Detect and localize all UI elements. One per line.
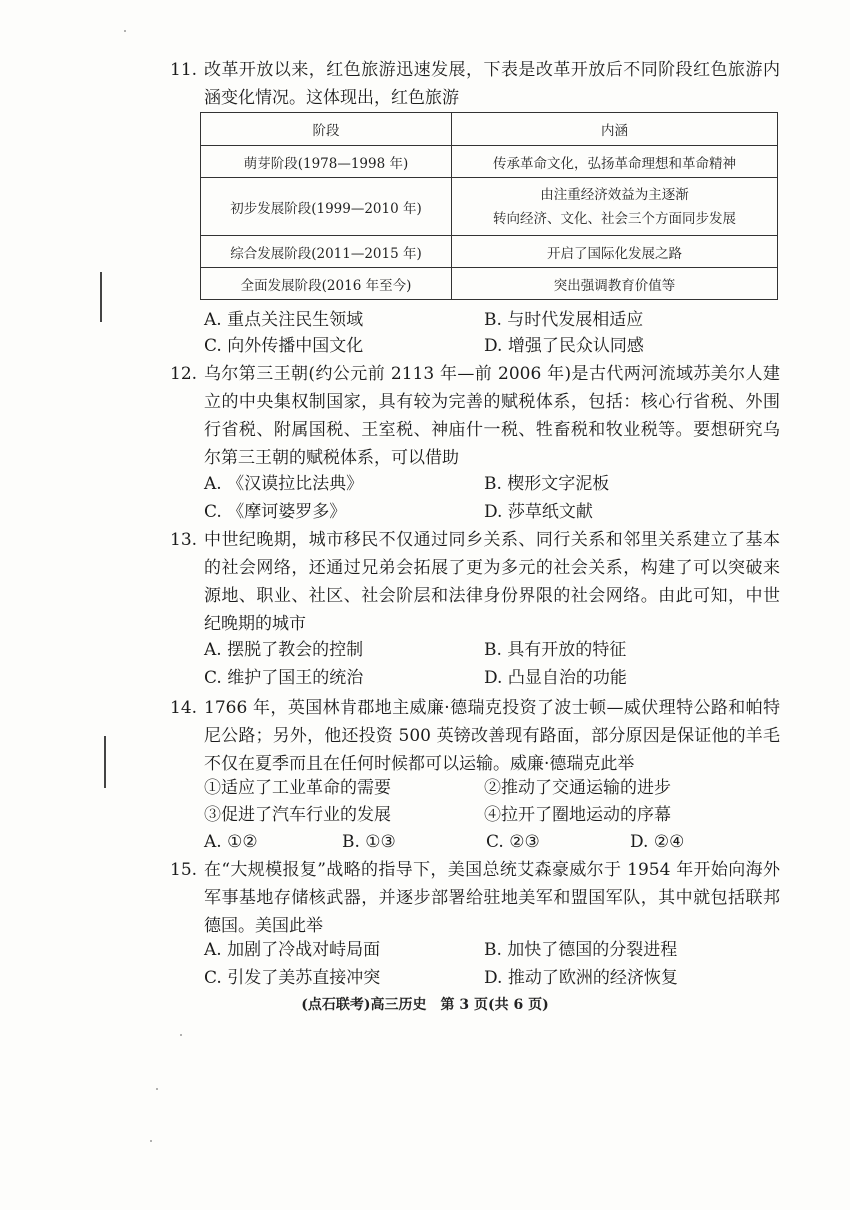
option-d[interactable]: D. ②④ [630, 832, 685, 852]
option-c[interactable]: C. 《摩诃婆罗多》 [204, 502, 347, 522]
option-c[interactable]: C. 维护了国王的统治 [204, 668, 364, 688]
table-cell: 萌芽阶段(1978—1998 年) [201, 146, 452, 178]
option-c[interactable]: C. 引发了美苏直接冲突 [204, 968, 381, 988]
option-a[interactable]: A. 摆脱了教会的控制 [204, 640, 364, 660]
question-number: 14. [170, 698, 198, 718]
table-row [201, 178, 778, 236]
option-a[interactable]: A. 重点关注民生领域 [204, 310, 364, 330]
table-header-cell: 阶段 [201, 113, 452, 146]
option-b[interactable]: B. 与时代发展相适应 [484, 310, 644, 330]
table-cell: 综合发展阶段(2011—2015 年) [201, 236, 452, 268]
option-b[interactable]: B. 加快了德国的分裂进程 [484, 940, 678, 960]
question-13 [170, 526, 780, 638]
question-stem: 改革开放以来，红色旅游迅速发展，下表是改革开放后不同阶段红色旅游内涵变化情况。这体现出，红色旅游 [204, 60, 780, 108]
stage-table [200, 112, 778, 300]
scan-speck [124, 30, 126, 32]
question-stem: 乌尔第三王朝(约公元前 2113 年—前 2006 年)是古代两河流域苏美尔人建立的中央集权制国家，具有较为完善的赋税体系，包括：核心行省税、外围行省税、附属国税、王室税、神庙什一税、牲畜税和牧业税等。要想研究乌尔第三王朝的赋税体系，可以借助 [204, 364, 780, 468]
option-b[interactable]: B. 楔形文字泥板 [484, 474, 610, 494]
table-cell: 全面发展阶段(2016 年至今) [201, 268, 452, 300]
option-c[interactable]: C. 向外传播中国文化 [204, 336, 364, 356]
table-row [201, 268, 778, 300]
table-cell: 突出强调教育价值等 [452, 268, 778, 300]
question-stem: 在“大规模报复”战略的指导下，美国总统艾森豪威尔于 1954 年开始向海外军事基地存储核武器，并逐步部署给驻地美军和盟国军队，其中就包括联邦德国。美国此举 [204, 860, 780, 936]
page-footer: (点石联考)高三历史 第 3 页(共 6 页) [301, 997, 549, 1013]
question-11 [170, 56, 780, 112]
option-d[interactable]: D. 增强了民众认同感 [484, 336, 644, 356]
statement-3: ③促进了汽车行业的发展 [204, 805, 391, 825]
option-d[interactable]: D. 推动了欧洲的经济恢复 [484, 968, 678, 988]
table-row [201, 146, 778, 178]
question-14 [170, 694, 780, 778]
scan-speck [150, 1140, 152, 1142]
question-15 [170, 856, 780, 940]
table-cell: 由注重经济效益为主逐渐 转向经济、文化、社会三个方面同步发展 [452, 178, 778, 236]
option-c[interactable]: C. ②③ [486, 832, 540, 852]
question-number: 13. [170, 530, 198, 550]
option-b[interactable]: B. 具有开放的特征 [484, 640, 627, 660]
question-12 [170, 360, 780, 472]
question-stem: 1766 年，英国林肯郡地主威廉·德瑞克投资了波士顿—威伏理特公路和帕特尼公路；另外，他还投资 500 英镑改善现有路面，部分原因是保证他的羊毛不仅在夏季而且在任何时候都可以运输。威廉·德瑞克此举 [204, 698, 780, 774]
question-number: 15. [170, 860, 198, 880]
statement-4: ④拉开了圈地运动的序幕 [484, 805, 671, 825]
scan-speck [156, 1088, 158, 1090]
table-cell: 传承革命文化，弘扬革命理想和革命精神 [452, 146, 778, 178]
statement-2: ②推动了交通运输的进步 [484, 778, 671, 798]
option-a[interactable]: A. ①② [204, 832, 258, 852]
option-a[interactable]: A. 加剧了冷战对峙局面 [204, 940, 381, 960]
binding-mark [100, 272, 102, 322]
table-cell: 初步发展阶段(1999—2010 年) [201, 178, 452, 236]
option-a[interactable]: A. 《汉谟拉比法典》 [204, 474, 364, 494]
table-cell: 开启了国际化发展之路 [452, 236, 778, 268]
option-d[interactable]: D. 莎草纸文献 [484, 502, 593, 522]
question-number: 11. [170, 60, 198, 80]
question-number: 12. [170, 364, 198, 384]
statement-1: ①适应了工业革命的需要 [204, 778, 391, 798]
scan-speck [180, 1034, 182, 1036]
option-b[interactable]: B. ①③ [342, 832, 396, 852]
option-d[interactable]: D. 凸显自治的功能 [484, 668, 627, 688]
table-header-cell: 内涵 [452, 113, 778, 146]
table-row [201, 236, 778, 268]
binding-mark [104, 736, 106, 788]
table-header-row [201, 113, 778, 146]
question-stem: 中世纪晚期，城市移民不仅通过同乡关系、同行关系和邻里关系建立了基本的社会网络，还通过兄弟会拓展了更为多元的社会关系，构建了可以突破来源地、职业、社区、社会阶层和法律身份界限的社会网络。由此可知，中世纪晚期的城市 [204, 530, 780, 634]
